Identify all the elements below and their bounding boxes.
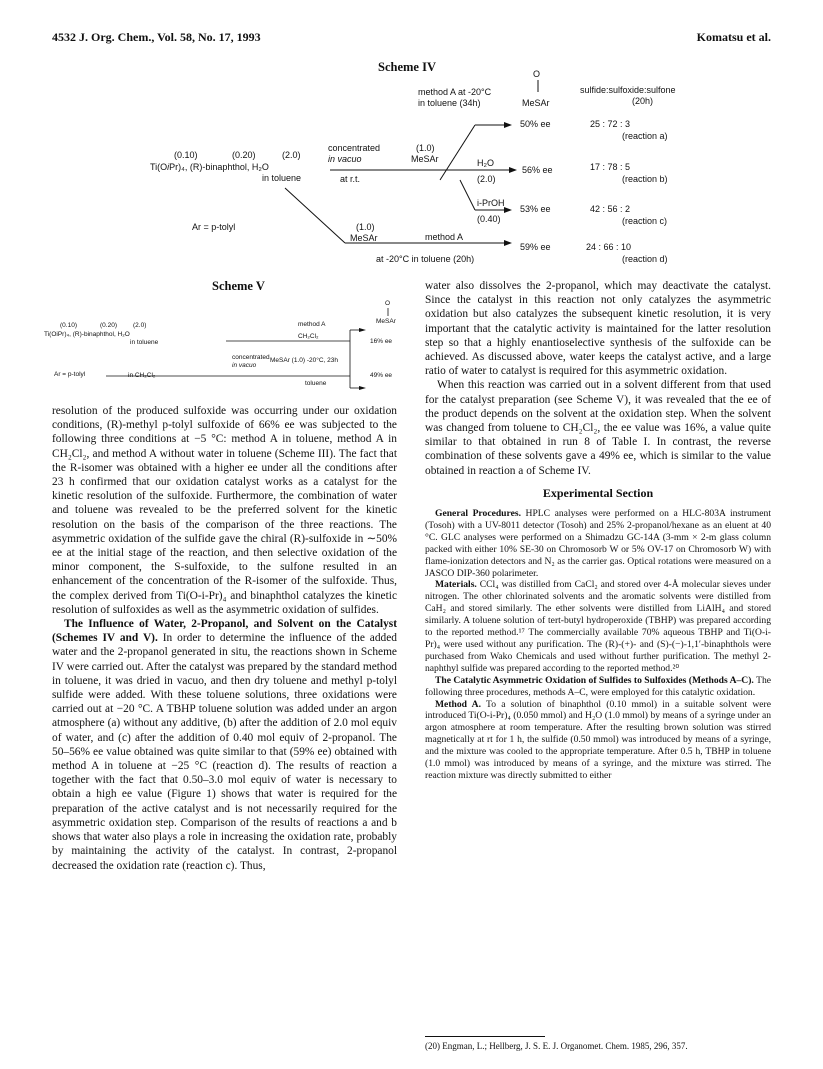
s4-iproh-eq: (0.40) — [477, 214, 501, 224]
s4-in-toluene: in toluene — [262, 173, 302, 183]
experimental-body — [425, 508, 771, 782]
footnote-20: (20) Engman, L.; Hellberg, J. S. E. J. Organomet. Chem. 1985, 296, 357. — [425, 1041, 688, 1051]
s4-ee-b: 56% ee — [522, 165, 553, 175]
left-column — [52, 404, 397, 873]
s4-label-a: (reaction a) — [622, 131, 668, 141]
left-para-2 — [52, 617, 397, 873]
s5-ee-top: 16% ee — [370, 338, 393, 345]
s5-in-vacuo: in vacuo — [232, 362, 257, 369]
s4-mesar-low-eq: (1.0) — [356, 222, 375, 232]
s4-concentrated: concentrated — [328, 143, 381, 153]
s5-eq-ti: (0.10) — [60, 322, 77, 329]
s4-ee-d: 59% ee — [520, 242, 551, 252]
materials: Materials. CCl₄ was distilled from CaCl₂ and stored over 4-Å molecular sieves under nitrogen. The other chlorinated solvents and the aromatic solvents were distilled from CaH₂ and stored similarly. The ether solvents were distilled from LiAlH₄ and stored similarly. A toluene solution of tert-butyl hydroperoxide (TBHP) was prepared according to the reported method.¹⁷ The commercially available 70% aqueous TBHP and Ti(O-i-Pr)₄ were used without any purification. The (R)-(+)- and (S)-(−)-1,1′-binaphthols were purchased from Wako Chemicals and used without further purification. The methyl 2-naphthyl sulfide was prepared according to the reported method.²⁰ — [425, 579, 771, 674]
s4-mesar-low: MeSAr — [350, 233, 378, 243]
s4-water-eq: (2.0) — [477, 174, 496, 184]
scheme-iv-title: Scheme IV — [378, 60, 436, 74]
s4-ratio-header: sulfide:sulfoxide:sulfone — [580, 85, 676, 95]
s5-in-toluene: in toluene — [130, 339, 159, 346]
s5-ee-bottom: 49% ee — [370, 372, 393, 379]
s5-concentrated: concentrated — [232, 354, 270, 361]
s5-mesar-cond: MeSAr (1.0) -20°C, 23h — [270, 357, 338, 364]
running-header-journal: 4532 J. Org. Chem., Vol. 58, No. 17, 1993 — [52, 30, 261, 44]
s4-mesar-mid: MeSAr — [411, 154, 439, 164]
s4-label-b: (reaction b) — [622, 174, 668, 184]
s4-o-symbol: O — [533, 69, 541, 79]
s4-iproh: i-PrOH — [477, 198, 505, 208]
s4-ratio-d: 24 : 66 : 10 — [586, 242, 632, 252]
s4-ar-def: Ar = p-tolyl — [192, 222, 236, 232]
s4-ratio-time: (20h) — [632, 96, 654, 106]
s5-ar-def: Ar = p-tolyl — [54, 371, 86, 378]
s4-method-a-cond2: in toluene (34h) — [418, 98, 481, 108]
right-column — [425, 279, 771, 782]
s5-mesar: MeSAr — [376, 318, 396, 325]
s4-bottom-cond: at -20°C in toluene (20h) — [376, 254, 475, 264]
s4-ratio-a: 25 : 72 : 3 — [590, 119, 631, 129]
general-procedures: General Procedures. HPLC analyses were performed on a HLC-803A instrument (Tosoh) with a UV-8011 detector (Tosoh) and 25% 2-propanol/hexane as an eluent at 40 °C. GLC analyses were performed on a Shimadzu GC-14A (3-mm × 2-m glass column packed with either 10% SE-30 on Chromosorb W or 5% OV-17 on Chromosorb W) with flame-ionization detectors and N₂ as the carrier gas. Optical rotations were measured on a JASCO DIP-360 polarimeter. — [425, 508, 771, 579]
running-header-authors: Komatsu et al. — [696, 30, 771, 44]
s5-in-ch2cl2: in CH₂Cl₂ — [128, 372, 156, 379]
s4-method-a-cond: method A at -20°C — [418, 87, 492, 97]
s4-eq-water: (2.0) — [282, 150, 301, 160]
s5-ch2cl2: CH₂Cl₂ — [298, 333, 319, 340]
s4-ee-a: 50% ee — [520, 119, 551, 129]
s4-reagents: Ti(OiPr)₄, (R)-binaphthol, H₂O — [150, 162, 269, 172]
right-para-2: When this reaction was carried out in a solvent different from that used for the catalyst preparation (see Scheme V), it was revealed that the ee of the product depends on the solvent at the oxidation step. When the solvent was changed from toluene to CH₂Cl₂, the ee value was 16%, a value quite similar to that obtained in run 8 of Table I. In contrast, the reverse combination of these solvents gave a 49% ee, which is similar to the value obtained in reaction a of Scheme IV. — [425, 379, 771, 477]
s5-eq-water: (2.0) — [133, 322, 147, 329]
s4-label-d: (reaction d) — [622, 254, 668, 264]
s5-o-symbol: O — [385, 300, 391, 307]
catalytic-oxidation: The Catalytic Asymmetric Oxidation of Sulfides to Sulfoxides (Methods A–C). The following three procedures, methods A–C, were employed for this catalytic oxidation. — [425, 674, 771, 698]
left-para-2-body: In order to determine the influence of the added water and the 2-propanol generated in situ, the reactions shown in Scheme IV were carried out. After the catalyst was prepared by the standard method in toluene, it was dried in vacuo, and then dry toluene and methyl p-tolyl sulfide were added. With these toluene solutions, three oxidations were carried out at −20 °C. A TBHP toluene solution was added under an argon atmosphere (a) without any additive, (b) after the addition of 2.0 mol equiv of water, and (c) after the addition of 0.40 mol equiv of 2-propanol. The 50–56% ee value obtained was quite similar to that (59% ee) obtained with method A in toluene at −25 °C (reaction d). The results of reaction a together with the fact that 0.50–3.0 mol equiv of water is necessary to obtain a high ee value (Figure 1) shows that water is required for the preparation of the active catalyst and is not necessarily required for the asymmetric oxidation step. Comparison of the results of reactions a and b shows that water also plays a role in increasing the oxidation rate, probably by maintaining the activity of the catalyst. In contrast, 2-propanol decreased the oxidation rate (reaction c). Thus, — [52, 632, 397, 872]
right-para-1: water also dissolves the 2-propanol, which may deactivate the catalyst. Since the catalyst in this reaction not only catalyzes the asymmetric oxidation but also catalyzes the subsequent kinetic resolution, it is very important that the catalytic activity is maintained for the latter resolution step so that a highly enantioselective synthesis of the sulfoxide can be achieved. As discussed above, water keeps the catalyst active, and a large ratio of water to catalyst is required for this asymmetric oxidation. — [425, 280, 771, 378]
footnote-rule — [425, 1036, 545, 1037]
s4-in-vacuo: in vacuo — [328, 154, 362, 164]
s5-reagents: Ti(OiPr)₄, (R)-binaphthol, H₂O — [44, 331, 130, 338]
method-a: Method A. To a solution of binaphthol (0.10 mmol) in a suitable solvent were introduced Ti(O-i-Pr)₄ (0.050 mmol) and H₂O (1.0 mmol) by means of a syringe under an argon atmosphere at room temperature. After the resulting brown solution was stirred magnetically at rt for 1 h, the sulfide (0.50 mmol) was introduced by means of a syringe, and the mixture was cooled to the appropriate temperature. After 0.5 h, TBHP in toluene (1.0 mmol) was introduced by means of a syringe, and the mixture was stirred. The reaction mixture was directly submitted to either — [425, 698, 771, 781]
s5-toluene: toluene — [305, 380, 327, 387]
s4-water: H₂O — [477, 158, 494, 168]
s4-ratio-c: 42 : 56 : 2 — [590, 204, 631, 214]
s4-mesar-top: MeSAr — [522, 98, 550, 108]
s4-ratio-b: 17 : 78 : 5 — [590, 162, 631, 172]
left-para-1: resolution of the produced sulfoxide was occurring under our oxidation conditions, (R)-methyl p-tolyl sulfoxide of 66% ee was subjected to the following three conditions at −5 °C: method A in toluene, method A in CH₂Cl₂, and method A without water in toluene (Scheme III). The fact that the R-isomer was obtained with a higher ee under all the conditions after 23 h confirmed that our oxidation catalyst works as a catalyst for the kinetic resolution of the sulfoxide. Furthermore, the combination of water and toluene was revealed to be the preferred solvent for the kinetic resolution on the basis of the comparison of the three reactions. The asymmetric oxidation of the sulfide gave the chiral (R)-sulfoxide in ∼50% ee at the initial stage of the reaction, and then selective oxidation of the minor component, the S-sulfoxide, to the sulfone resulted in an enhancement of the concentration of the R-isomer of the sulfoxide. Thus, the complex derived from Ti(O-i-Pr)₄ and binaphthol catalyzes the kinetic resolution of sulfoxides as well as the asymmetric oxidation of sulfides. — [52, 405, 397, 616]
s4-at-rt: at r.t. — [340, 174, 361, 184]
s4-label-c: (reaction c) — [622, 216, 668, 226]
s4-ee-c: 53% ee — [520, 204, 551, 214]
s5-eq-binaphthol: (0.20) — [100, 322, 117, 329]
s5-method-a: method A — [298, 321, 326, 328]
s4-mesar-mid-eq: (1.0) — [416, 143, 435, 153]
s4-eq-ti: (0.10) — [174, 150, 198, 160]
scheme-v-title: Scheme V — [212, 279, 265, 293]
s4-method-a: method A — [425, 232, 464, 242]
experimental-section-title: Experimental Section — [542, 485, 654, 500]
left-para-2-heading: The Influence of Water, 2-Propanol, and Solvent on the Catalyst (Schemes IV and V). — [52, 618, 397, 645]
s4-eq-binaphthol: (0.20) — [232, 150, 256, 160]
